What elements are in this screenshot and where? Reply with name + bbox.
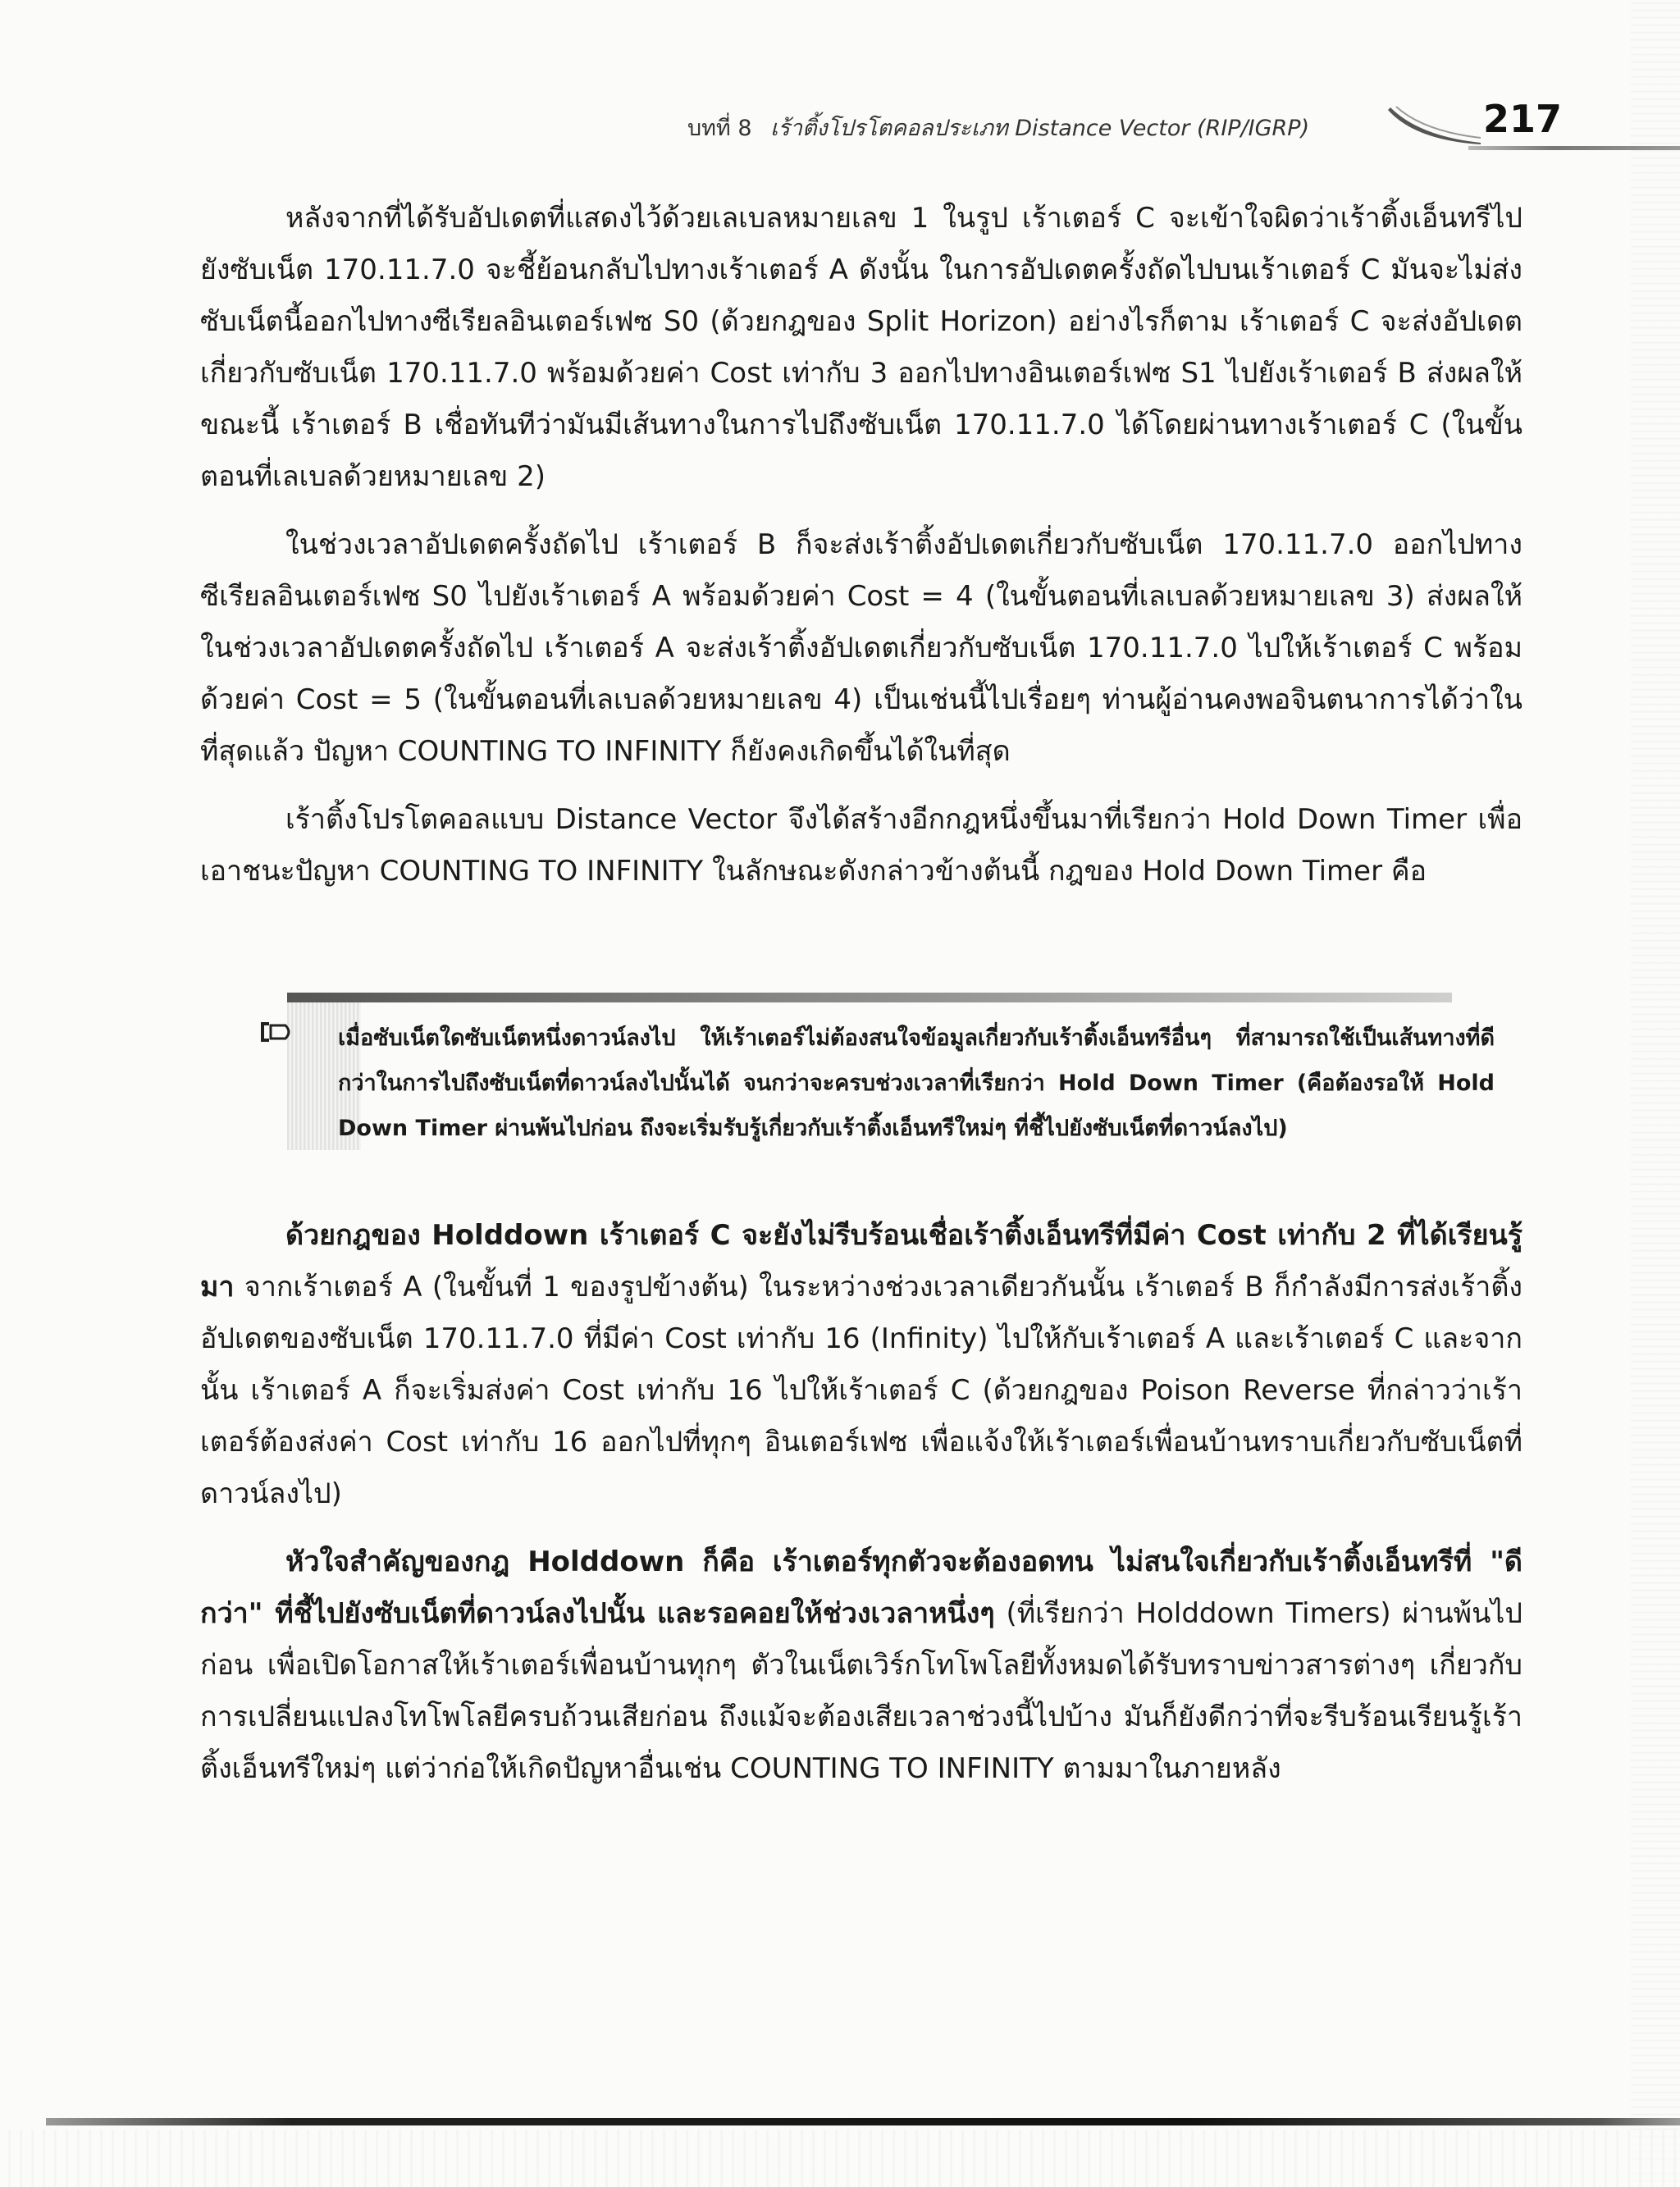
body-text <box>200 193 1522 914</box>
paragraph-4 <box>200 1210 1522 1520</box>
chapter-title: เร้าติ้งโปรโตคอลประเภท Distance Vector (RIP/IGRP) <box>770 116 1310 141</box>
paragraph-5-rest: (ที่เรียกว่า Holddown Timers) ผ่านพ้นไปก่อน เพื่อเปิดโอกาสให้เร้าเตอร์เพื่อนบ้านทุกๆ ตัวในเน็ตเวิร์กโทโพโลยีทั้งหมดได้รับทราบข่าวสารต่างๆ เกี่ยวกับการเปลี่ยนแปลงโทโพโลยีครบถ้วนเสียก่อน ถึงแม้จะต้องเสียเวลาช่วงนี้ไปบ้าง มันก็ยังดีกว่าที่จะรีบร้อนเรียนรู้เร้าติ้งเอ็นทรีใหม่ๆ แต่ว่าก่อให้เกิดปัญหาอื่นเช่น COUNTING TO INFINITY ตามมาในภายหลัง <box>200 1597 1522 1785</box>
chapter-label: บทที่ 8 <box>687 116 752 141</box>
paragraph-3: เร้าติ้งโปรโตคอลแบบ Distance Vector จึงได้สร้างอีกกฎหนึ่งขึ้นมาที่เรียกว่า Hold Down Timer เพื่อเอาชนะปัญหา COUNTING TO INFINITY ในลักษณะดังกล่าวข้างต้นนี้ กฎของ Hold Down Timer คือ <box>200 803 1522 888</box>
paragraph-4-lead: ด้วยกฎของ Holddown เร้าเตอร์ C จะยังไม่รีบร้อนเชื่อเร้าติ้งเอ็นทรีที่มีค่า Cost เท่ากับ 2 ที่ได้เรียนรู้มา <box>200 1219 1522 1304</box>
paragraph-1: หลังจากที่ได้รับอัปเดตที่แสดงไว้ด้วยเลเบลหมายเลข 1 ในรูป เร้าเตอร์ C จะเข้าใจผิดว่าเร้าติ้งเอ็นทรีไปยังซับเน็ต 170.11.7.0 จะชี้ย้อนกลับไปทางเร้าเตอร์ A ดังนั้น ในการอัปเดตครั้งถัดไปบนเร้าเตอร์ C มันจะไม่ส่งซับเน็ตนี้ออกไปทางซีเรียลอินเตอร์เฟซ S0 (ด้วยกฎของ Split Horizon) อย่างไรก็ตาม เร้าเตอร์ C จะส่งอัปเดตเกี่ยวกับซับเน็ต 170.11.7.0 พร้อมด้วยค่า Cost เท่ากับ 3 ออกไปทางอินเตอร์เฟซ S1 ไปยังเร้าเตอร์ B ส่งผลให้ขณะนี้ เร้าเตอร์ B เชื่อทันทีว่ามันมีเส้นทางในการไปถึงซับเน็ต 170.11.7.0 ได้โดยผ่านทางเร้าเตอร์ C (ในขั้นตอนที่เลเบลด้วยหมายเลข 2) <box>200 202 1522 493</box>
scan-bottom-noise <box>0 2130 1680 2187</box>
body-text-continued <box>200 1210 1522 1811</box>
header-rule <box>1468 146 1680 150</box>
running-head <box>687 110 1309 145</box>
page-number: 217 <box>1483 97 1563 141</box>
paragraph-4-rest: จากเร้าเตอร์ A (ในขั้นที่ 1 ของรูปข้างต้น) ในระหว่างช่วงเวลาเดียวกันนั้น เร้าเตอร์ B ก็กำลังมีการส่งเร้าติ้งอัปเดตของซับเน็ต 170.11.7.0 ที่มีค่า Cost เท่ากับ 16 (Infinity) ไปให้กับเร้าเตอร์ A และเร้าเตอร์ C และจากนั้น เร้าเตอร์ A ก็จะเริ่มส่งค่า Cost เท่ากับ 16 ไปให้เร้าเตอร์ C (ด้วยกฎของ Poison Reverse ที่กล่าวว่าเร้าเตอร์ต้องส่งค่า Cost เท่ากับ 16 ออกไปที่ทุกๆ อินเตอร์เฟซ เพื่อแจ้งให้เร้าเตอร์เพื่อนบ้านทราบเกี่ยวกับซับเน็ตที่ดาวน์ลงไป) <box>200 1271 1522 1510</box>
paragraph-5 <box>200 1536 1522 1795</box>
pointer-hand-icon <box>258 1017 294 1047</box>
bottom-rule <box>46 2118 1680 2125</box>
header-swoosh-graphic <box>1386 103 1485 144</box>
paragraph-5-lead: หัวใจสำคัญของกฎ Holddown ก็คือ เร้าเตอร์ทุกตัวจะต้องอดทน ไม่สนใจเกี่ยวกับเร้าติ้งเอ็นทรีที่ "ดีกว่า" ที่ชี้ไปยังซับเน็ตที่ดาวน์ลงไปนั้น และรอคอยให้ช่วงเวลาหนึ่งๆ <box>200 1546 1522 1630</box>
callout-top-bar <box>287 993 1452 1002</box>
scan-edge-noise <box>1631 0 1680 2187</box>
page-header <box>0 97 1680 154</box>
rule-callout-box <box>258 993 1521 1148</box>
callout-text: เมื่อซับเน็ตใดซับเน็ตหนึ่งดาวน์ลงไป ให้เร้าเตอร์ไม่ต้องสนใจข้อมูลเกี่ยวกับเร้าติ้งเอ็นทรีอื่นๆ ที่สามารถใช้เป็นเส้นทางที่ดีกว่าในการไปถึงซับเน็ตที่ดาวน์ลงไปนั้นได้ จนกว่าจะครบช่วงเวลาที่เรียกว่า Hold Down Timer (คือต้องรอให้ Hold Down Timer ผ่านพ้นไปก่อน ถึงจะเริ่มรับรู้เกี่ยวกับเร้าติ้งเอ็นทรีใหม่ๆ ที่ชี้ไปยังซับเน็ตที่ดาวน์ลงไป) <box>338 1025 1495 1141</box>
paragraph-2: ในช่วงเวลาอัปเดตครั้งถัดไป เร้าเตอร์ B ก็จะส่งเร้าติ้งอัปเดตเกี่ยวกับซับเน็ต 170.11.7.0 ออกไปทางซีเรียลอินเตอร์เฟซ S0 ไปยังเร้าเตอร์ A พร้อมด้วยค่า Cost = 4 (ในขั้นตอนที่เลเบลด้วยหมายเลข 3) ส่งผลให้ในช่วงเวลาอัปเดตครั้งถัดไป เร้าเตอร์ A จะส่งเร้าติ้งอัปเดตเกี่ยวกับซับเน็ต 170.11.7.0 ไปให้เร้าเตอร์ C พร้อมด้วยค่า Cost = 5 (ในขั้นตอนที่เลเบลด้วยหมายเลข 4) เป็นเช่นนี้ไปเรื่อยๆ ท่านผู้อ่านคงพอจินตนาการได้ว่าในที่สุดแล้ว ปัญหา COUNTING TO INFINITY ก็ยังคงเกิดขึ้นได้ในที่สุด <box>200 528 1522 768</box>
